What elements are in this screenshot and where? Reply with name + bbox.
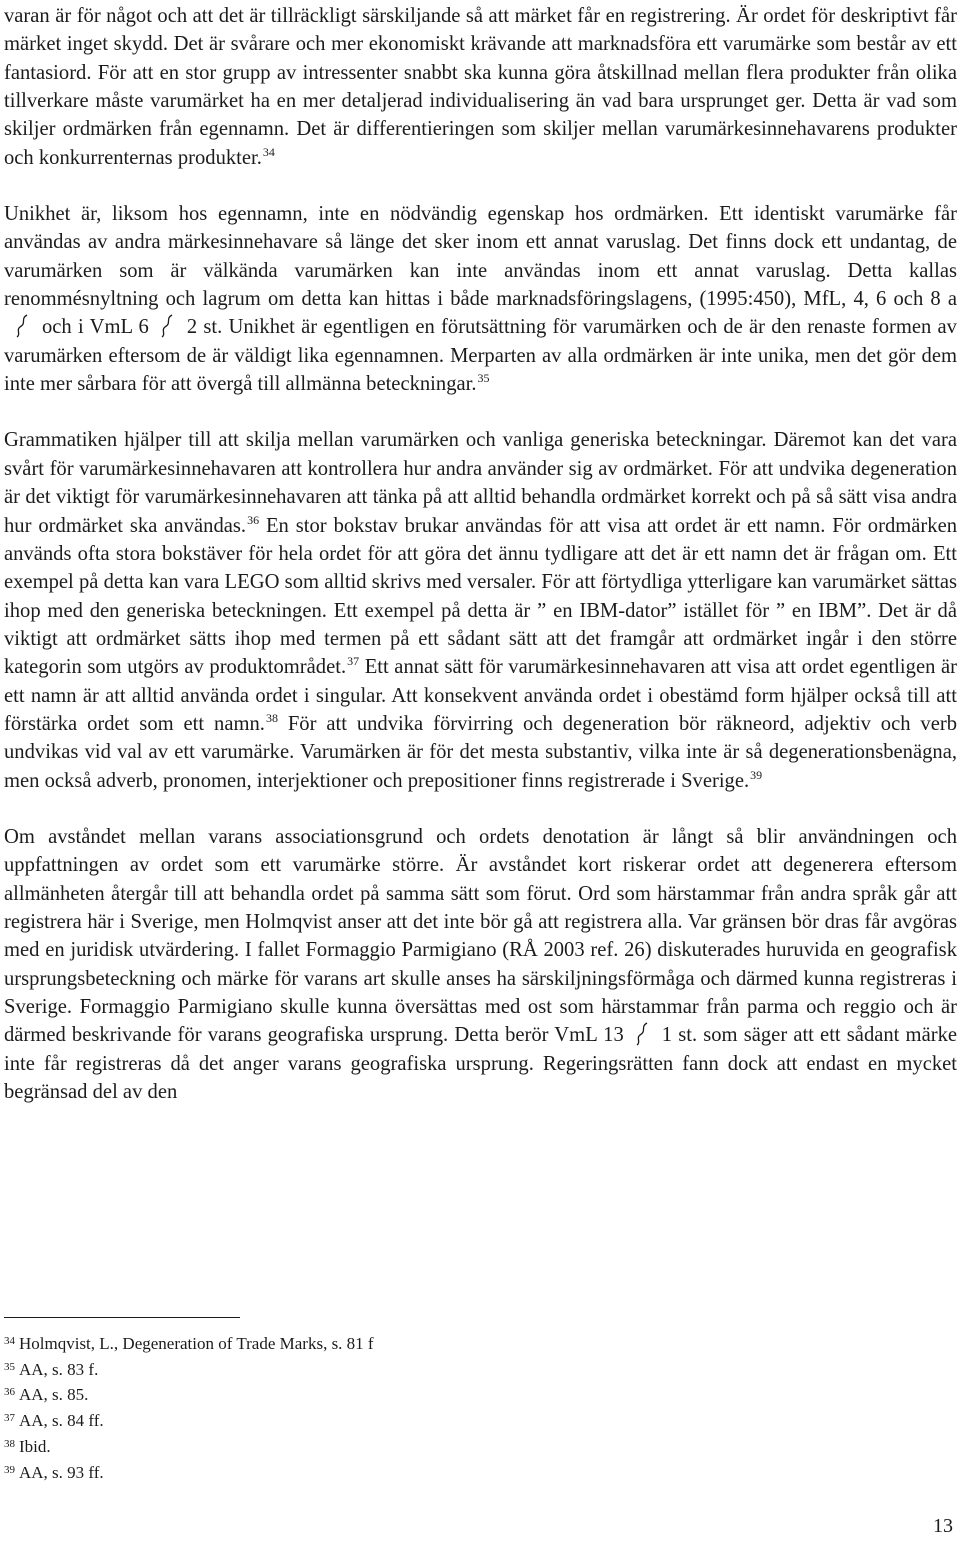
paragraph-text: Ett annat sätt för varumärkesinnehavaren att visa att ordet egentligen är ett namn är att alltid använda ordet i singular. Att konsekvent använda ordet i obestämd form hjälper också till att förstärka ordet som ett namn.: [4, 656, 957, 735]
body-paragraph: [4, 823, 957, 1106]
body-text: [4, 2, 957, 1106]
footnote-text: Holmqvist, L., Degeneration of Trade Marks, s. 81 f: [19, 1334, 374, 1353]
footnote-text: AA, s. 93 ff.: [19, 1462, 104, 1482]
paragraph-text: varan är för något och att det är tillräckligt särskiljande så att märket får en registrering. Är ordet för deskriptivt får märket inget skydd. Det är svårare och mer ekonomiskt krävande att marknadsföra ett varumärke som består av ett fantasiord. För att en stor grupp av intressenter snabbt ska kunna göra åtskillnad mellan flera produkter från olika tillverkare måste varumärket ha en mer detaljerad individualisering än vad bara ursprunget ger. Detta är vad som skiljer ordmärken från egennamn. Det är differentieringen som skiljer mellan varumärkesinnehavarens produkter och konkurrenternas produkter.: [4, 5, 957, 169]
footnotes: [4, 1330, 904, 1484]
footnote-item: [4, 1459, 904, 1485]
footnote-item: [4, 1356, 904, 1382]
footnote-text: AA, s. 84 ff.: [19, 1411, 104, 1431]
footnote-number: 36: [4, 1386, 15, 1399]
footnote-number: 34: [4, 1335, 15, 1347]
footnote-text: AA, s. 83 f.: [19, 1359, 99, 1379]
footnote-item: [4, 1381, 904, 1407]
body-paragraph: [4, 2, 957, 172]
paragraph-text: En stor bokstav brukar användas för att visa att ordet är ett namn. För ordmärken används ofta stora bokstäver för hela ordet för att göra det ännu tydligare att det är ett namn det är frågan om. Ett exempel på detta kan vara LEGO som alltid skrivs med versaler. För att förtydliga ytterligare kan varumärket sättas ihop med den generiska beteckningen. Ett exempel på detta är ” en IBM-dator” istället för ” en IBM”. Det är då viktigt att ordmärket sätts ihop med termen på ett sådant sätt att det framgår att ordmärket ingår i den större kategorin som utgörs av produktområdet.: [4, 514, 958, 679]
body-paragraph: [4, 426, 957, 794]
footnote-number: 39: [4, 1463, 15, 1476]
footnote-reference[interactable]: 37: [347, 654, 360, 669]
footnote-reference[interactable]: 34: [262, 144, 275, 159]
paragraph-text: För att undvika förvirring och degeneration bör räkneord, adjektiv och verb undvikas vid val av ett varumärke. Varumärken är för det mesta substantiv, vilka inte är så degenerationsbenägna, men också adverb, pronomen, interjektioner och prepositioner finns registrerade i Sverige.: [4, 712, 958, 792]
footnote-reference[interactable]: 35: [477, 371, 490, 386]
paragraph-text: Unikhet är, liksom hos egennamn, inte en nödvändig egenskap hos ordmärken. Ett identiskt varumärke får användas av andra märkesinnehavare så länge det sker inom ett annat varuslag. Det finns dock ett undantag, de varumärken som är välkända varumärken kan inte användas inom ett annat varuslag. Detta kallas renommésnyltning och lagrum om detta kan hittas i både marknadsföringslagens, (1995:450), MfL, 4, 6 och 8 a: [4, 203, 957, 311]
footnote-item: [4, 1433, 904, 1459]
paragraph-text: och i VmL 6: [42, 316, 149, 339]
section-sign-icon: [632, 1022, 654, 1046]
footnote-item: [4, 1407, 904, 1433]
page-number: 13: [933, 1515, 953, 1537]
footnote-number: 35: [4, 1360, 15, 1373]
footnote-reference[interactable]: 36: [247, 512, 260, 527]
paragraph-text: Grammatiken hjälper till att skilja mellan varumärken och vanliga generiska beteckningar. Däremot kan det vara svårt för varumärkesinnehavaren att kontrollera hur andra använder sig av ordmärket. För att undvika degeneration är det viktigt för varumärkesinnehavaren att tänka på att alltid behandla ordmärket korrekt och på så sätt visa andra hur ordmärket ska användas.: [4, 429, 957, 537]
footnote-number: 37: [4, 1412, 15, 1425]
footnote-separator: [4, 1317, 240, 1318]
section-sign-icon: [157, 314, 179, 338]
footnote-reference[interactable]: 39: [750, 767, 763, 782]
footnote-text: AA, s. 85.: [19, 1385, 89, 1405]
section-sign-icon: [12, 314, 34, 338]
footnote-item: [4, 1330, 904, 1356]
footnote-number: 38: [4, 1437, 15, 1450]
paragraph-text: 1 st. som säger att ett sådant märke inte får registreras då det anger varans geografiska ursprung. Regeringsrätten fann dock att endast en mycket begränsad del av den: [4, 1024, 958, 1104]
footnote-text: Ibid.: [19, 1436, 51, 1456]
footnote-reference[interactable]: 38: [265, 710, 278, 725]
paragraph-text: Om avståndet mellan varans associationsgrund och ordets denotation är långt så blir användningen och uppfattningen av ordet som ett varumärke större. Är avståndet kort riskerar ordet att degenerera eftersom allmänheten återgår till att behandla ordet på samma sätt som förut. Ord som härstammar från andra språk går att registrera här i Sverige, men Holmqvist anser att det inte bör gå att registrera alla. Var gränsen bör dras får avgöras med en juridisk utvärdering. I fallet Formaggio Parmigiano (RÅ 2003 ref. 26) diskuterades huruvida en geografisk ursprungsbeteckning och märke för varans art skulle anses ha särskiljningsförmåga och därmed kunna registreras i Sverige. Formaggio Parmigiano skulle kunna översättas med ost som härstammar från parma och reggio och är därmed beskrivande för varans geografiska ursprung. Detta berör VmL 13: [4, 825, 957, 1047]
body-paragraph: [4, 200, 957, 398]
paragraph-text: 2 st. Unikhet är egentligen en förutsättning för varumärken och de är den renaste formen av varumärken eftersom de är väldigt lika egennamnen. Merparten av alla ordmärken är inte unika, men det gör dem inte mer sårbara för att övergå till allmänna beteckningar.: [4, 316, 957, 396]
